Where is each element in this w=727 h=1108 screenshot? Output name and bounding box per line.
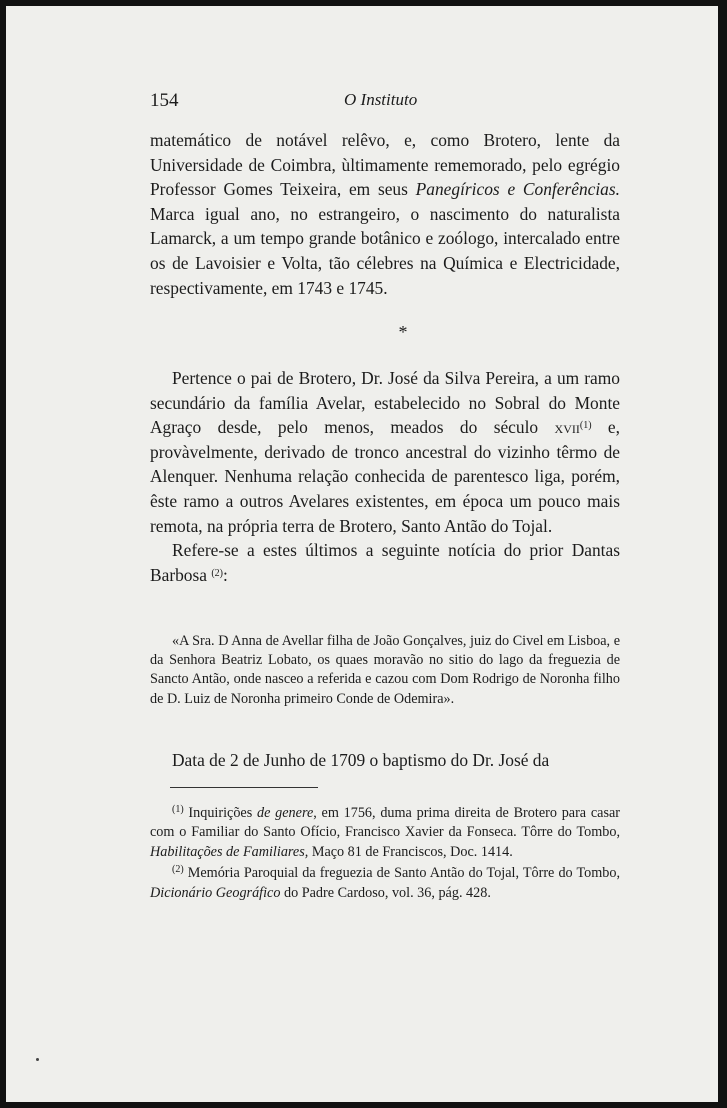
footnote-1-italic-b: Habilitações de Familiares, — [150, 843, 309, 860]
paragraph-1-text-b: Marca igual ano, no estrangeiro, o nascimento do naturalista Lamarck, a um tempo grande botânico e zoólogo, intercalado entre os de Lavoisier e Volta, tão célebres na Química e Electricidade, respectivamente, em 1743 e 1745. — [150, 203, 620, 298]
paragraph-2 — [150, 366, 620, 538]
footnote-2-text-a: Memória Paroquial da freguezia de Santo Antão do Tojal, Tôrre do Tombo, — [183, 865, 620, 882]
paper-speck — [36, 1058, 39, 1061]
footnote-1-text-c: Maço 81 de Franciscos, Doc. 1414. — [308, 843, 513, 860]
footnotes — [150, 804, 620, 905]
body-paragraphs — [150, 366, 620, 587]
paragraph-1 — [150, 128, 620, 300]
footnote-2 — [150, 864, 620, 903]
quotation-block: «A Sra. D Anna de Avellar filha de João Gonçalves, juiz do Civel em Lisboa, e da Senhora Beatriz Lobato, os quaes moravão no sitio do lago da freguezia de Sancto Antão, onde nasceo a referida e cazou com Dom Rodrigo de Noronha filho de D. Luiz de Noronha primeiro Conde de Odemira». — [150, 633, 620, 707]
paragraph-3 — [150, 538, 620, 587]
paragraph-1-text-a: matemático de notável relêvo, e, como Brotero, lente da Universidade de Coimbra, ùltimamente rememorado, pelo egrégio Professor Gomes Teixeira, em seus — [150, 130, 620, 200]
section-separator: * — [398, 322, 408, 342]
running-title: O Instituto — [344, 90, 418, 109]
paragraph-3-text-b: : — [223, 564, 228, 585]
page-header — [6, 90, 718, 114]
footnote-ref-2: (2) — [211, 567, 224, 579]
page-number: 154 — [150, 90, 179, 111]
footnote-1-italic-a: de genere — [257, 805, 314, 821]
footnote-2-italic-a: Dicionário Geográfico — [150, 884, 281, 901]
book-page — [6, 6, 718, 1102]
paragraph-4-text: Data de 2 de Junho de 1709 o baptismo do Dr. José da — [172, 750, 550, 770]
footnote-1 — [150, 804, 620, 862]
footnote-divider — [170, 787, 318, 788]
paragraph-1-italic-title: Panegíricos e Conferências. — [415, 179, 620, 200]
footnote-1-marker: (1) — [172, 804, 184, 815]
footnote-1-text-b: , em 1756, duma prima direita de Brotero para casar com o Familiar do Santo Ofício, Francisco Xavier da Fonseca. Tôrre do Tombo, — [150, 805, 621, 841]
paragraph-2-text-b: e, provàvelmente, derivado de tronco ancestral do vizinho têrmo de Alenquer. Nenhuma relação conhecida de parentesco liga, porém, êste ramo a outros Avelares existentes, em época um pouco mais remota, na própria terra de Brotero, Santo Antão do Tojal. — [150, 417, 620, 536]
century-numeral: xvii — [554, 417, 580, 438]
footnote-1-text-a: Inquirições — [183, 805, 258, 821]
paragraph-3-text-a: Refere-se a estes últimos a seguinte notícia do prior Dantas Barbosa — [150, 540, 620, 585]
footnote-2-marker: (2) — [172, 864, 184, 876]
paragraph-4 — [150, 748, 620, 773]
paragraph-2-text-a: Pertence o pai de Brotero, Dr. José da Silva Pereira, a um ramo secundário da família Avelar, estabelecido no Sobral do Monte Agraço desde, pelo menos, meados do século — [150, 368, 620, 438]
footnote-ref-1: (1) — [579, 420, 592, 432]
footnote-2-text-b: do Padre Cardoso, vol. 36, pág. 428. — [280, 884, 491, 901]
